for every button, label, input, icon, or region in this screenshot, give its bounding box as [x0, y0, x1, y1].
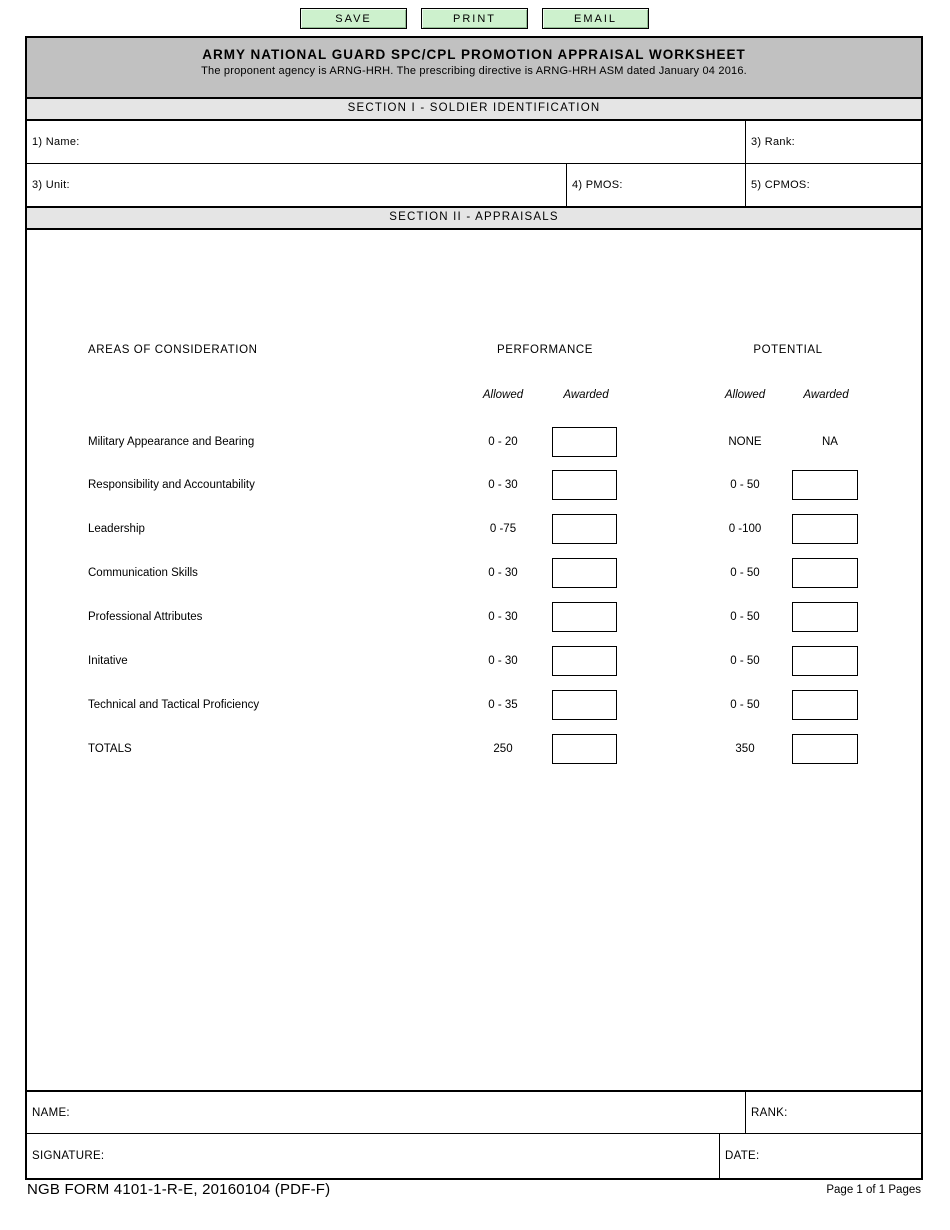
- performance-column-header: PERFORMANCE: [496, 344, 594, 356]
- date-label: DATE:: [725, 1150, 760, 1162]
- form-title: ARMY NATIONAL GUARD SPC/CPL PROMOTION APPRAISAL WORKSHEET: [202, 47, 746, 62]
- signature-label: SIGNATURE:: [32, 1150, 105, 1162]
- potential-total-awarded-input[interactable]: [792, 734, 858, 764]
- unit-field-cell[interactable]: [27, 164, 566, 206]
- potential-allowed-value: 0 -100: [728, 523, 762, 535]
- rank-field-cell[interactable]: [745, 121, 921, 163]
- area-label: Leadership: [88, 523, 145, 535]
- potential-allowed-value: NONE: [728, 436, 762, 448]
- appraisal-row: [27, 683, 921, 727]
- footer-page-info: Page 1 of 1 Pages: [826, 1184, 921, 1196]
- performance-allowed-value: 0 - 35: [488, 699, 518, 711]
- identification-row-1: [27, 121, 921, 164]
- potential-awarded-subheader: Awarded: [803, 389, 849, 401]
- section2-heading: SECTION II - APPRAISALS: [27, 208, 921, 230]
- potential-awarded-input[interactable]: [792, 558, 858, 588]
- rater-rank-field-cell[interactable]: [745, 1092, 921, 1133]
- pmos-field-label: 4) PMOS:: [572, 179, 623, 191]
- potential-allowed-value: 0 - 50: [730, 655, 760, 667]
- section1-heading: SECTION I - SOLDIER IDENTIFICATION: [27, 99, 921, 121]
- appraisal-row: [27, 420, 921, 464]
- appraisal-row: [27, 507, 921, 551]
- potential-allowed-value: 0 - 50: [730, 699, 760, 711]
- performance-allowed-subheader: Allowed: [482, 389, 524, 401]
- performance-allowed-value: 0 -75: [489, 523, 517, 535]
- totals-row: [27, 727, 921, 771]
- rater-name-field-cell[interactable]: [27, 1092, 745, 1133]
- signature-field-cell[interactable]: [27, 1134, 719, 1178]
- save-button[interactable]: SAVE: [300, 8, 407, 29]
- performance-allowed-value: 0 - 30: [488, 655, 518, 667]
- area-label: Professional Attributes: [88, 611, 203, 623]
- performance-awarded-input[interactable]: [552, 470, 617, 500]
- area-label: Communication Skills: [88, 567, 198, 579]
- potential-awarded-input[interactable]: [792, 602, 858, 632]
- cpmos-field-cell[interactable]: [745, 164, 921, 206]
- potential-allowed-value: 0 - 50: [730, 567, 760, 579]
- potential-allowed-subheader: Allowed: [724, 389, 766, 401]
- potential-allowed-value: 0 - 50: [730, 611, 760, 623]
- performance-allowed-value: 0 - 30: [488, 611, 518, 623]
- potential-awarded-na-value: NA: [822, 436, 838, 448]
- date-field-cell[interactable]: [719, 1134, 921, 1178]
- print-button[interactable]: PRINT: [421, 8, 528, 29]
- area-label: Responsibility and Accountability: [88, 479, 255, 491]
- cpmos-field-label: 5) CPMOS:: [751, 179, 810, 191]
- name-field-cell[interactable]: [27, 121, 745, 163]
- appraisal-row: [27, 639, 921, 683]
- performance-allowed-value: 0 - 30: [488, 567, 518, 579]
- potential-awarded-input[interactable]: [792, 646, 858, 676]
- rater-name-label: NAME:: [32, 1106, 70, 1119]
- performance-allowed-value: 0 - 30: [488, 479, 518, 491]
- performance-awarded-subheader: Awarded: [563, 389, 609, 401]
- pmos-field-cell[interactable]: [566, 164, 745, 206]
- totals-label: TOTALS: [88, 743, 132, 755]
- potential-awarded-input[interactable]: [792, 514, 858, 544]
- appraisal-row: [27, 463, 921, 507]
- area-label: Technical and Tactical Proficiency: [88, 699, 260, 711]
- potential-allowed-value: 0 - 50: [730, 479, 760, 491]
- performance-allowed-value: 0 - 20: [488, 436, 518, 448]
- unit-field-label: 3) Unit:: [32, 179, 70, 191]
- performance-awarded-input[interactable]: [552, 514, 617, 544]
- performance-awarded-input[interactable]: [552, 427, 617, 457]
- email-button[interactable]: EMAIL: [542, 8, 649, 29]
- performance-awarded-input[interactable]: [552, 646, 617, 676]
- performance-awarded-input[interactable]: [552, 558, 617, 588]
- potential-column-header: POTENTIAL: [753, 344, 823, 356]
- signature-block-row-1: [27, 1092, 921, 1134]
- area-label: Initative: [88, 655, 128, 667]
- rater-rank-label: RANK:: [751, 1106, 788, 1119]
- potential-awarded-input[interactable]: [792, 470, 858, 500]
- performance-total-allowed-value: 250: [493, 743, 513, 755]
- potential-total-allowed-value: 350: [735, 743, 755, 755]
- appraisal-row: [27, 595, 921, 639]
- signature-block-row-2: [27, 1134, 921, 1178]
- appraisal-row: [27, 551, 921, 595]
- areas-column-header: AREAS OF CONSIDERATION: [88, 344, 258, 356]
- potential-awarded-input[interactable]: [792, 690, 858, 720]
- promotion-appraisal-form: [25, 36, 923, 1180]
- form-subtitle: The proponent agency is ARNG-HRH. The prescribing directive is ARNG-HRH ASM dated January 04 2016.: [201, 65, 747, 77]
- rank-field-label: 3) Rank:: [751, 136, 795, 148]
- performance-awarded-input[interactable]: [552, 602, 617, 632]
- performance-total-awarded-input[interactable]: [552, 734, 617, 764]
- performance-awarded-input[interactable]: [552, 690, 617, 720]
- area-label: Military Appearance and Bearing: [88, 436, 255, 448]
- footer-form-number: NGB FORM 4101-1-R-E, 20160104 (PDF-F): [27, 1181, 331, 1198]
- identification-row-2: [27, 164, 921, 208]
- appraisals-table: [27, 230, 921, 1092]
- name-field-label: 1) Name:: [32, 136, 80, 148]
- form-header: [27, 38, 921, 99]
